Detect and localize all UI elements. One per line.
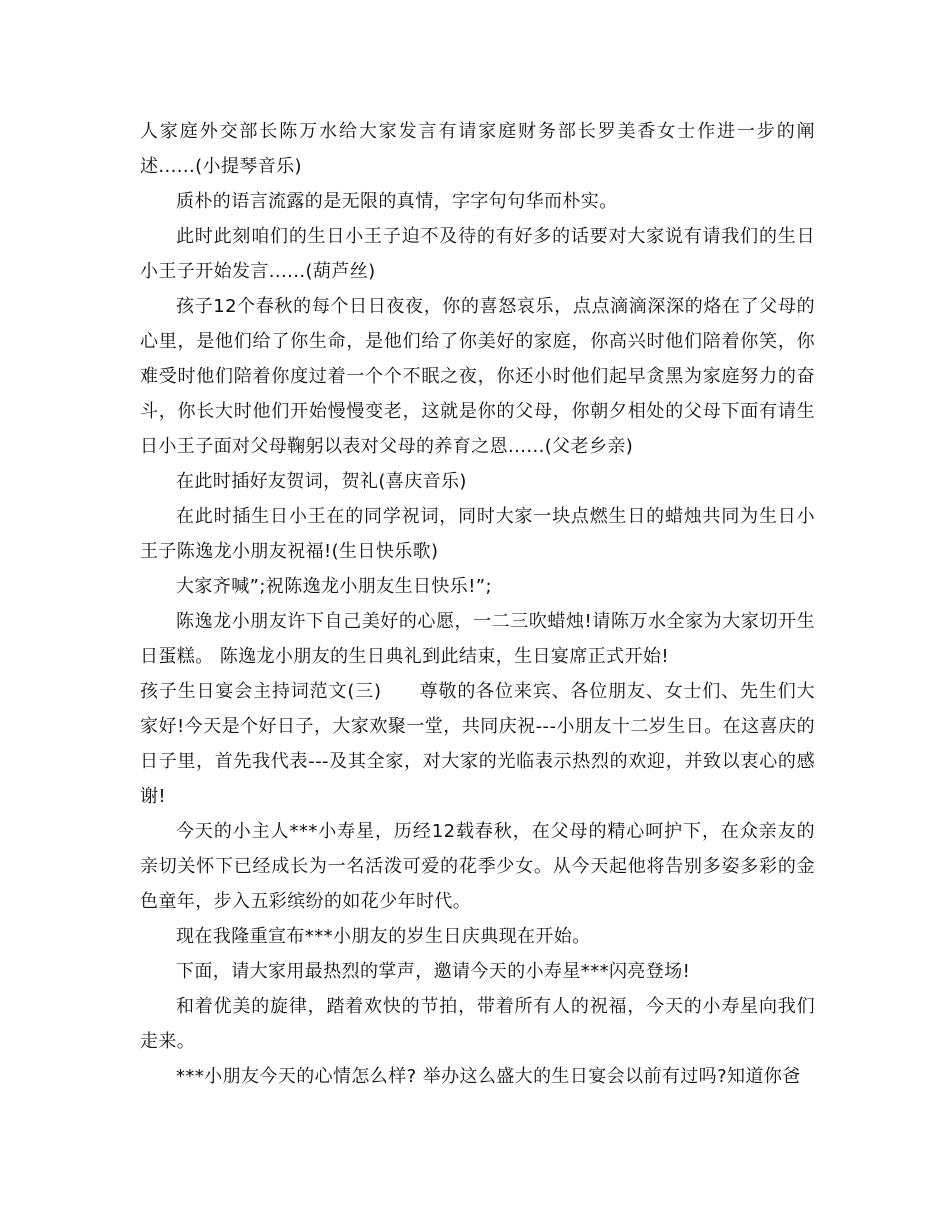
- paragraph-2: 质朴的语言流露的是无限的真情，字字句句华而朴实。: [176, 191, 618, 212]
- paragraph-5: 在此时插好友贺词，贺礼(喜庆音乐): [176, 471, 467, 492]
- paragraph-10: 今天的小主人***小寿星，历经12载春秋，在父母的精心呵护下，在众亲友的亲切关怀下已经成长为一名活泼可爱的花季少女。从今天起他将告别多姿多彩的金色童年，步入五彩缤纷的如花少年时代。: [140, 821, 815, 912]
- document-body: [140, 114, 815, 1094]
- paragraph-9: 孩子生日宴会主持词范文(三) 尊敬的各位来宾、各位朋友、女士们、先生们大家好!今天是个好日子，大家欢聚一堂，共同庆祝---小朋友十二岁生日。在这喜庆的日子里，首先我代表---及其全家，对大家的光临表示热烈的欢迎，并致以衷心的感谢!: [140, 681, 815, 807]
- paragraph-12: 下面，请大家用最热烈的掌声，邀请今天的小寿星***闪亮登场!: [176, 961, 691, 982]
- paragraph-13: 和着优美的旋律，踏着欢快的节拍，带着所有人的祝福，今天的小寿星向我们走来。: [140, 996, 815, 1052]
- paragraph-8: 陈逸龙小朋友许下自己美好的心愿，一二三吹蜡烛!请陈万水全家为大家切开生日蛋糕。 陈逸龙小朋友的生日典礼到此结束，生日宴席正式开始!: [140, 611, 815, 667]
- paragraph-14: ***小朋友今天的心情怎么样? 举办这么盛大的生日宴会以前有过吗?知道你爸: [176, 1066, 801, 1087]
- paragraph-11: 现在我隆重宣布***小朋友的岁生日庆典现在开始。: [176, 926, 591, 947]
- paragraph-3: 此时此刻咱们的生日小王子迫不及待的有好多的话要对大家说有请我们的生日小王子开始发言......(葫芦丝): [140, 226, 815, 282]
- paragraph-6: 在此时插生日小王在的同学祝词，同时大家一块点燃生日的蜡烛共同为生日小王子陈逸龙小朋友祝福!(生日快乐歌): [140, 506, 815, 562]
- paragraph-4: 孩子12个春秋的每个日日夜夜，你的喜怒哀乐，点点滴滴深深的烙在了父母的心里，是他们给了你生命，是他们给了你美好的家庭，你高兴时他们陪着你笑，你难受时他们陪着你度过着一个个不眠之夜，你还小时他们起早贪黑为家庭努力的奋斗，你长大时他们开始慢慢变老，这就是你的父母，你朝夕相处的父母下面有请生日小王子面对父母鞠躬以表对父母的养育之恩......(父老乡亲): [140, 296, 815, 457]
- paragraph-7: 大家齐喊”;祝陈逸龙小朋友生日快乐!”;: [176, 576, 492, 597]
- paragraph-1: 人家庭外交部长陈万水给大家发言有请家庭财务部长罗美香女士作进一步的阐述......(小提琴音乐): [140, 121, 815, 177]
